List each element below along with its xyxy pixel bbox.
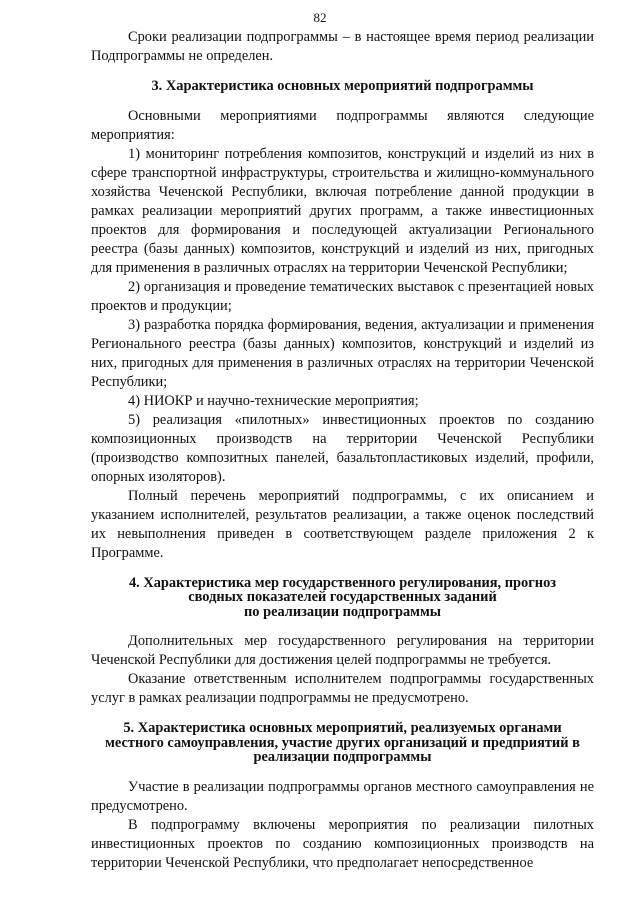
section-3-item-4: 4) НИОКР и научно-технические мероприятия; xyxy=(128,392,419,409)
section-3-paragraph: Основными мероприятиями подпрограммы являются следующие мероприятия: xyxy=(91,107,594,143)
section-5-heading-line-3: реализации подпрограммы xyxy=(253,749,432,765)
page-number: 82 xyxy=(313,10,327,25)
section-5-heading-line-1: 5. Характеристика основных мероприятий, реализуемых органами xyxy=(123,720,562,736)
section-4-paragraph-2: Оказание ответственным исполнителем подпрограммы государственных услуг в рамках реализации подпрограммы не предусмотрено. xyxy=(91,671,594,706)
section-5-heading-line-2: местного самоуправления, участие других организаций и предприятий в xyxy=(105,734,580,751)
section-4-heading xyxy=(91,576,594,620)
section-4-paragraph-1: Дополнительных мер государственного регулирования на территории Чеченской Республики для достижения целей подпрограммы не требуется. xyxy=(91,633,594,668)
section-4-heading-line-3: по реализации подпрограммы xyxy=(243,603,442,620)
section-3-heading: 3. Характеристика основных мероприятий подпрограммы xyxy=(151,78,534,94)
section-3-item-5: 5) реализация «пилотных» инвестиционных проектов по созданию композиционных производств на территории Чеченской Республики (производство композитных панелей, базальтопластиковых изделий, профили, опорных изоляторов). xyxy=(91,411,594,485)
page-content xyxy=(91,28,594,873)
section-4-heading-line-1: 4. Характеристика мер государственного регулирования, прогноз xyxy=(128,574,557,591)
section-5-heading xyxy=(91,721,594,765)
section-5-paragraph-2: В подпрограмму включены мероприятия по реализации пилотных инвестиционных проектов по созданию композиционных производств на территории Чеченской Республики, что предполагает непосредственное xyxy=(91,816,594,871)
intro-paragraph: Сроки реализации подпрограммы – в настоящее время период реализации Подпрограммы не определен. xyxy=(91,29,594,64)
section-5-paragraph-1: Участие в реализации подпрограммы органов местного самоуправления не предусмотрено. xyxy=(91,778,594,814)
section-3-item-3: 3) разработка порядка формирования, ведения, актуализации и применения Регионального реестра (базы данных) композитов, конструкций и изделий из них, пригодных для применения в различных отраслях на территории Чеченской Республики; xyxy=(91,316,594,390)
section-3-item-2: 2) организация и проведение тематических выставок с презентацией новых проектов и продукции; xyxy=(91,278,594,314)
section-4-heading-line-2: сводных показателей государственных заданий xyxy=(188,589,497,605)
section-3-item-1: 1) мониторинг потребления композитов, конструкций и изделий из них в сфере транспортной инфраструктуры, строительства и жилищно-коммунального хозяйства Чеченской Республики, включая потребление данной продукции в рамках реализации мероприятий других программ, а также инвестиционных проектов для формирования и последующей актуализации Регионального реестра (базы данных) композитов, конструкций и изделий из них, пригодных для применения в различных отраслях на территории Чеченской Республики; xyxy=(91,145,594,276)
section-3-paragraph-final: Полный перечень мероприятий подпрограммы, с их описанием и указанием исполнителей, результатов реализации, а также оценок последствий их невыполнения приведен в соответствующем разделе приложения 2 к Программе. xyxy=(91,487,594,561)
